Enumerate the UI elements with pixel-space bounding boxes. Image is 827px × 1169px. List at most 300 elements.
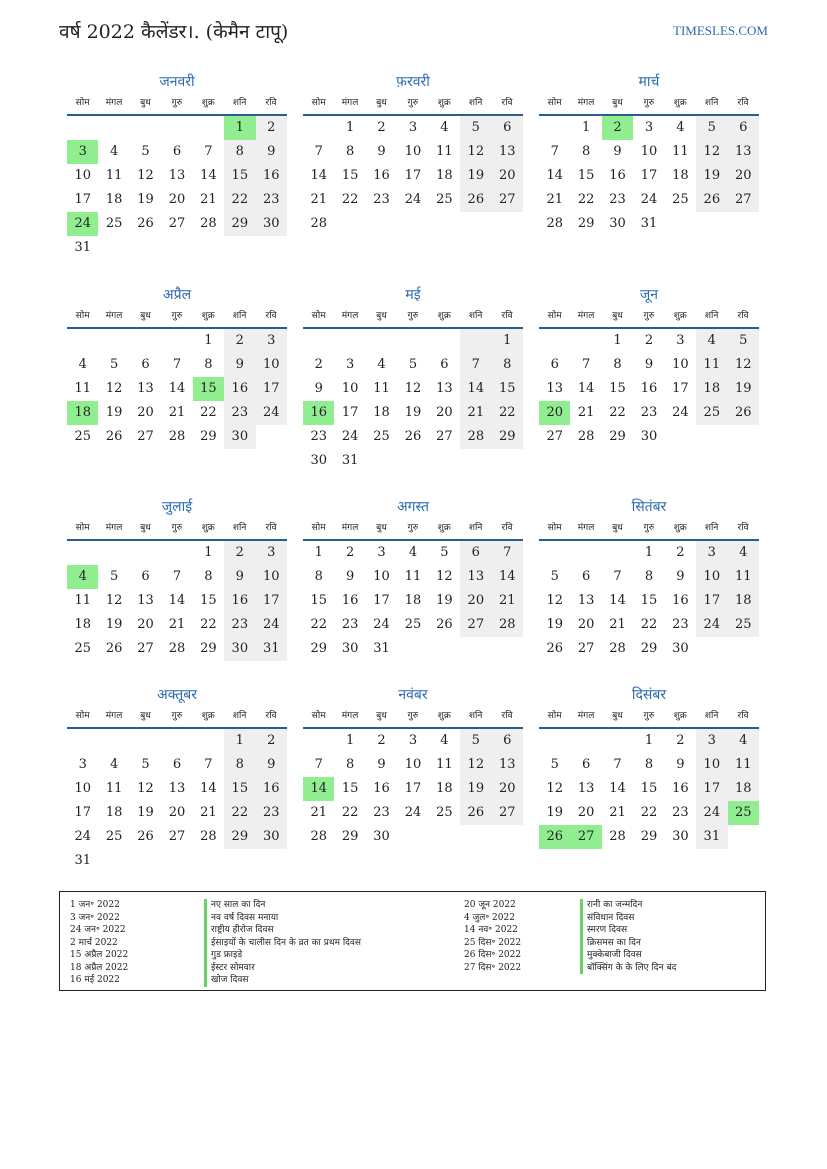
day-cell[interactable]: 3 [696,541,727,565]
day-cell[interactable]: 24 [404,805,422,820]
day-cell[interactable]: 4 [67,565,98,589]
day-cell[interactable]: 25 [105,216,123,231]
day-cell[interactable]: 7 [492,541,523,565]
day-cell[interactable]: 8 [224,753,255,777]
day-cell[interactable]: 27 [137,641,154,656]
day-cell[interactable]: 14 [577,381,595,396]
day-cell[interactable]: 18 [373,405,390,420]
day-cell[interactable]: 14 [168,381,186,396]
day-cell[interactable]: 30 [640,429,658,444]
day-cell[interactable]: 21 [577,405,595,420]
day-cell[interactable]: 4 [109,757,119,772]
day-cell[interactable]: 17 [404,781,422,796]
day-cell[interactable]: 26 [105,429,123,444]
day-cell[interactable]: 29 [224,212,255,236]
day-cell[interactable]: 26 [539,825,570,849]
day-cell[interactable]: 11 [696,353,727,377]
day-cell[interactable]: 23 [609,192,626,207]
day-cell[interactable]: 8 [581,144,591,159]
day-cell[interactable]: 18 [672,168,689,183]
day-cell[interactable]: 25 [74,429,91,444]
day-cell[interactable]: 31 [74,853,91,868]
day-cell[interactable]: 15 [193,377,224,401]
day-cell[interactable]: 3 [256,541,287,565]
day-cell[interactable]: 13 [728,140,759,164]
day-cell[interactable]: 17 [672,381,689,396]
day-cell[interactable]: 10 [256,353,287,377]
day-cell[interactable]: 21 [492,589,523,613]
day-cell[interactable]: 27 [168,829,186,844]
day-cell[interactable]: 14 [492,565,523,589]
day-cell[interactable]: 4 [440,733,449,748]
day-cell[interactable]: 30 [373,829,390,844]
day-cell[interactable]: 28 [492,613,523,637]
day-cell[interactable]: 24 [672,405,689,420]
day-cell[interactable]: 5 [696,116,727,140]
day-cell[interactable]: 15 [341,168,359,183]
day-cell[interactable]: 24 [341,429,359,444]
day-cell[interactable]: 3 [377,545,386,560]
day-cell[interactable]: 28 [200,216,217,231]
day-cell[interactable]: 3 [676,333,685,348]
day-cell[interactable]: 6 [492,729,523,753]
day-cell[interactable]: 6 [581,569,591,584]
day-cell[interactable]: 9 [345,569,355,584]
day-cell[interactable]: 15 [640,593,658,608]
day-cell[interactable]: 7 [460,353,491,377]
day-cell[interactable]: 23 [341,617,359,632]
day-cell[interactable]: 24 [67,212,98,236]
day-cell[interactable]: 8 [613,357,622,372]
day-cell[interactable]: 1 [204,333,213,348]
day-cell[interactable]: 10 [696,565,727,589]
day-cell[interactable]: 22 [577,192,595,207]
day-cell[interactable]: 10 [696,753,727,777]
day-cell[interactable]: 17 [404,168,422,183]
day-cell[interactable]: 12 [728,353,759,377]
day-cell[interactable]: 19 [404,405,422,420]
day-cell[interactable]: 21 [609,617,626,632]
day-cell[interactable]: 22 [609,405,626,420]
day-cell[interactable]: 14 [546,168,563,183]
day-cell[interactable]: 26 [137,829,154,844]
day-cell[interactable]: 18 [105,805,123,820]
day-cell[interactable]: 16 [373,781,390,796]
day-cell[interactable]: 17 [640,168,658,183]
day-cell[interactable]: 5 [408,357,418,372]
day-cell[interactable]: 19 [137,192,154,207]
day-cell[interactable]: 4 [78,357,87,372]
day-cell[interactable]: 4 [440,120,449,135]
day-cell[interactable]: 23 [640,405,658,420]
day-cell[interactable]: 2 [224,329,255,353]
day-cell[interactable]: 7 [314,144,323,159]
day-cell[interactable]: 11 [728,753,759,777]
day-cell[interactable]: 5 [550,569,559,584]
day-cell[interactable]: 25 [436,805,453,820]
day-cell[interactable]: 4 [696,329,727,353]
day-cell[interactable]: 26 [105,641,123,656]
day-cell[interactable]: 5 [141,144,150,159]
day-cell[interactable]: 7 [613,757,622,772]
day-cell[interactable]: 11 [672,144,689,159]
day-cell[interactable]: 26 [436,617,453,632]
day-cell[interactable]: 20 [137,405,154,420]
day-cell[interactable]: 12 [105,381,123,396]
day-cell[interactable]: 10 [373,569,390,584]
day-cell[interactable]: 24 [696,801,727,825]
day-cell[interactable]: 25 [696,401,727,425]
day-cell[interactable]: 3 [696,729,727,753]
day-cell[interactable]: 2 [676,733,685,748]
day-cell[interactable]: 31 [640,216,658,231]
day-cell[interactable]: 25 [436,192,453,207]
day-cell[interactable]: 24 [256,613,287,637]
day-cell[interactable]: 16 [609,168,626,183]
day-cell[interactable]: 1 [581,120,591,135]
day-cell[interactable]: 27 [570,825,601,849]
day-cell[interactable]: 23 [373,805,390,820]
day-cell[interactable]: 2 [256,116,287,140]
day-cell[interactable]: 15 [310,593,327,608]
day-cell[interactable]: 27 [492,188,523,212]
day-cell[interactable]: 5 [460,116,491,140]
day-cell[interactable]: 12 [404,381,422,396]
day-cell[interactable]: 7 [314,757,323,772]
day-cell[interactable]: 24 [256,401,287,425]
day-cell[interactable]: 6 [172,144,182,159]
day-cell[interactable]: 20 [460,589,491,613]
day-cell[interactable]: 2 [602,116,633,140]
day-cell[interactable]: 24 [74,829,91,844]
day-cell[interactable]: 10 [404,757,422,772]
day-cell[interactable]: 12 [460,753,491,777]
day-cell[interactable]: 1 [224,116,255,140]
day-cell[interactable]: 18 [436,781,453,796]
day-cell[interactable]: 10 [640,144,658,159]
day-cell[interactable]: 27 [137,429,154,444]
day-cell[interactable]: 26 [460,188,491,212]
day-cell[interactable]: 19 [546,805,563,820]
day-cell[interactable]: 13 [436,381,453,396]
day-cell[interactable]: 20 [539,401,570,425]
day-cell[interactable]: 13 [460,565,491,589]
day-cell[interactable]: 19 [436,593,453,608]
day-cell[interactable]: 23 [256,801,287,825]
day-cell[interactable]: 30 [341,641,359,656]
day-cell[interactable]: 28 [546,216,563,231]
day-cell[interactable]: 11 [105,168,123,183]
day-cell[interactable]: 6 [440,357,449,372]
day-cell[interactable]: 2 [644,333,654,348]
day-cell[interactable]: 14 [200,781,217,796]
day-cell[interactable]: 25 [728,801,759,825]
day-cell[interactable]: 8 [644,569,654,584]
day-cell[interactable]: 9 [613,144,622,159]
day-cell[interactable]: 5 [728,329,759,353]
day-cell[interactable]: 20 [168,192,186,207]
day-cell[interactable]: 26 [404,429,422,444]
day-cell[interactable]: 25 [672,192,689,207]
day-cell[interactable]: 22 [341,192,359,207]
day-cell[interactable]: 9 [224,353,255,377]
day-cell[interactable]: 23 [310,429,327,444]
day-cell[interactable]: 30 [224,425,255,449]
day-cell[interactable]: 24 [640,192,658,207]
day-cell[interactable]: 29 [310,641,327,656]
day-cell[interactable]: 2 [345,545,355,560]
day-cell[interactable]: 15 [224,164,255,188]
day-cell[interactable]: 27 [728,188,759,212]
day-cell[interactable]: 22 [640,617,658,632]
day-cell[interactable]: 2 [676,545,685,560]
day-cell[interactable]: 12 [137,781,154,796]
day-cell[interactable]: 1 [345,120,355,135]
day-cell[interactable]: 9 [314,381,323,396]
day-cell[interactable]: 22 [224,188,255,212]
day-cell[interactable]: 21 [200,805,217,820]
day-cell[interactable]: 13 [577,781,595,796]
day-cell[interactable]: 11 [728,565,759,589]
day-cell[interactable]: 9 [256,753,287,777]
day-cell[interactable]: 11 [105,781,123,796]
day-cell[interactable]: 17 [373,593,390,608]
day-cell[interactable]: 23 [256,188,287,212]
day-cell[interactable]: 22 [224,801,255,825]
day-cell[interactable]: 19 [105,405,123,420]
day-cell[interactable]: 19 [696,164,727,188]
day-cell[interactable]: 8 [345,757,355,772]
day-cell[interactable]: 1 [224,729,255,753]
day-cell[interactable]: 2 [256,729,287,753]
day-cell[interactable]: 18 [67,401,98,425]
day-cell[interactable]: 3 [67,140,98,164]
day-cell[interactable]: 23 [672,617,689,632]
day-cell[interactable]: 7 [581,357,591,372]
day-cell[interactable]: 5 [460,729,491,753]
day-cell[interactable]: 28 [168,641,186,656]
day-cell[interactable]: 23 [224,401,255,425]
day-cell[interactable]: 13 [492,140,523,164]
day-cell[interactable]: 17 [341,405,359,420]
day-cell[interactable]: 29 [640,829,658,844]
day-cell[interactable]: 9 [676,569,685,584]
day-cell[interactable]: 21 [168,617,186,632]
day-cell[interactable]: 26 [696,188,727,212]
day-cell[interactable]: 18 [728,777,759,801]
day-cell[interactable]: 25 [74,641,91,656]
day-cell[interactable]: 7 [172,569,182,584]
day-cell[interactable]: 8 [204,569,213,584]
day-cell[interactable]: 10 [404,144,422,159]
day-cell[interactable]: 20 [728,164,759,188]
day-cell[interactable]: 26 [460,801,491,825]
day-cell[interactable]: 20 [577,617,595,632]
day-cell[interactable]: 31 [696,825,727,849]
day-cell[interactable]: 16 [224,589,255,613]
day-cell[interactable]: 4 [728,729,759,753]
day-cell[interactable]: 4 [728,541,759,565]
day-cell[interactable]: 10 [256,565,287,589]
day-cell[interactable]: 4 [109,144,119,159]
day-cell[interactable]: 13 [137,381,154,396]
day-cell[interactable]: 20 [492,777,523,801]
day-cell[interactable]: 29 [224,825,255,849]
day-cell[interactable]: 8 [492,353,523,377]
day-cell[interactable]: 25 [105,829,123,844]
day-cell[interactable]: 18 [105,192,123,207]
day-cell[interactable]: 25 [373,429,390,444]
day-cell[interactable]: 15 [224,777,255,801]
day-cell[interactable]: 16 [640,381,658,396]
day-cell[interactable]: 7 [613,569,622,584]
day-cell[interactable]: 22 [200,617,217,632]
day-cell[interactable]: 15 [577,168,595,183]
day-cell[interactable]: 21 [168,405,186,420]
day-cell[interactable]: 6 [460,541,491,565]
day-cell[interactable]: 18 [696,377,727,401]
day-cell[interactable]: 16 [256,164,287,188]
day-cell[interactable]: 9 [644,357,654,372]
day-cell[interactable]: 21 [310,192,327,207]
day-cell[interactable]: 26 [728,401,759,425]
day-cell[interactable]: 20 [492,164,523,188]
day-cell[interactable]: 8 [314,569,323,584]
day-cell[interactable]: 11 [74,381,91,396]
day-cell[interactable]: 13 [492,753,523,777]
day-cell[interactable]: 11 [436,144,453,159]
day-cell[interactable]: 9 [676,757,685,772]
day-cell[interactable]: 31 [74,240,91,255]
day-cell[interactable]: 29 [640,641,658,656]
day-cell[interactable]: 6 [141,357,150,372]
day-cell[interactable]: 19 [728,377,759,401]
day-cell[interactable]: 20 [577,805,595,820]
day-cell[interactable]: 30 [224,637,255,661]
day-cell[interactable]: 27 [168,216,186,231]
day-cell[interactable]: 2 [377,120,386,135]
day-cell[interactable]: 16 [672,593,689,608]
day-cell[interactable]: 9 [377,757,386,772]
day-cell[interactable]: 31 [341,453,359,468]
day-cell[interactable]: 11 [373,381,390,396]
day-cell[interactable]: 15 [200,593,217,608]
day-cell[interactable]: 11 [74,593,91,608]
day-cell[interactable]: 17 [256,589,287,613]
day-cell[interactable]: 15 [609,381,626,396]
day-cell[interactable]: 3 [408,120,418,135]
day-cell[interactable]: 13 [137,593,154,608]
day-cell[interactable]: 28 [310,829,327,844]
day-cell[interactable]: 17 [74,805,91,820]
day-cell[interactable]: 5 [550,757,559,772]
day-cell[interactable]: 21 [609,805,626,820]
day-cell[interactable]: 4 [377,357,386,372]
day-cell[interactable]: 28 [609,829,626,844]
day-cell[interactable]: 1 [345,733,355,748]
day-cell[interactable]: 15 [492,377,523,401]
day-cell[interactable]: 8 [224,140,255,164]
brand-link[interactable]: TIMESLES.COM [673,23,768,38]
day-cell[interactable]: 12 [436,569,453,584]
day-cell[interactable]: 28 [310,216,327,231]
day-cell[interactable]: 26 [546,641,563,656]
day-cell[interactable]: 3 [408,733,418,748]
day-cell[interactable]: 13 [577,593,595,608]
day-cell[interactable]: 28 [609,641,626,656]
day-cell[interactable]: 29 [577,216,595,231]
day-cell[interactable]: 6 [581,757,591,772]
day-cell[interactable]: 28 [200,829,217,844]
day-cell[interactable]: 30 [256,212,287,236]
day-cell[interactable]: 6 [172,757,182,772]
day-cell[interactable]: 3 [345,357,355,372]
day-cell[interactable]: 20 [137,617,154,632]
day-cell[interactable]: 1 [644,545,654,560]
day-cell[interactable]: 14 [303,777,334,801]
day-cell[interactable]: 13 [168,781,186,796]
day-cell[interactable]: 16 [303,401,334,425]
day-cell[interactable]: 6 [141,569,150,584]
day-cell[interactable]: 1 [492,329,523,353]
day-cell[interactable]: 6 [728,116,759,140]
day-cell[interactable]: 3 [256,329,287,353]
day-cell[interactable]: 15 [640,781,658,796]
day-cell[interactable]: 2 [377,733,386,748]
day-cell[interactable]: 23 [672,805,689,820]
day-cell[interactable]: 20 [168,805,186,820]
day-cell[interactable]: 5 [440,545,449,560]
day-cell[interactable]: 30 [672,641,689,656]
day-cell[interactable]: 5 [109,357,119,372]
day-cell[interactable]: 19 [546,617,563,632]
day-cell[interactable]: 22 [492,401,523,425]
day-cell[interactable]: 9 [377,144,386,159]
day-cell[interactable]: 14 [460,377,491,401]
day-cell[interactable]: 28 [460,425,491,449]
day-cell[interactable]: 23 [373,192,390,207]
day-cell[interactable]: 10 [74,168,91,183]
day-cell[interactable]: 8 [204,357,213,372]
day-cell[interactable]: 5 [109,569,119,584]
day-cell[interactable]: 7 [204,757,213,772]
day-cell[interactable]: 31 [256,637,287,661]
day-cell[interactable]: 28 [577,429,595,444]
day-cell[interactable]: 4 [676,120,685,135]
day-cell[interactable]: 9 [224,565,255,589]
day-cell[interactable]: 26 [137,216,154,231]
day-cell[interactable]: 13 [168,168,186,183]
day-cell[interactable]: 21 [310,805,327,820]
day-cell[interactable]: 8 [345,144,355,159]
day-cell[interactable]: 17 [74,192,91,207]
day-cell[interactable]: 21 [546,192,563,207]
day-cell[interactable]: 6 [550,357,559,372]
day-cell[interactable]: 10 [341,381,359,396]
day-cell[interactable]: 16 [373,168,390,183]
day-cell[interactable]: 4 [408,545,418,560]
day-cell[interactable]: 7 [204,144,213,159]
day-cell[interactable]: 19 [137,805,154,820]
day-cell[interactable]: 11 [436,757,453,772]
day-cell[interactable]: 19 [105,617,123,632]
day-cell[interactable]: 27 [436,429,453,444]
day-cell[interactable]: 19 [460,164,491,188]
day-cell[interactable]: 20 [436,405,453,420]
day-cell[interactable]: 1 [314,545,323,560]
day-cell[interactable]: 31 [373,641,390,656]
day-cell[interactable]: 28 [168,429,186,444]
